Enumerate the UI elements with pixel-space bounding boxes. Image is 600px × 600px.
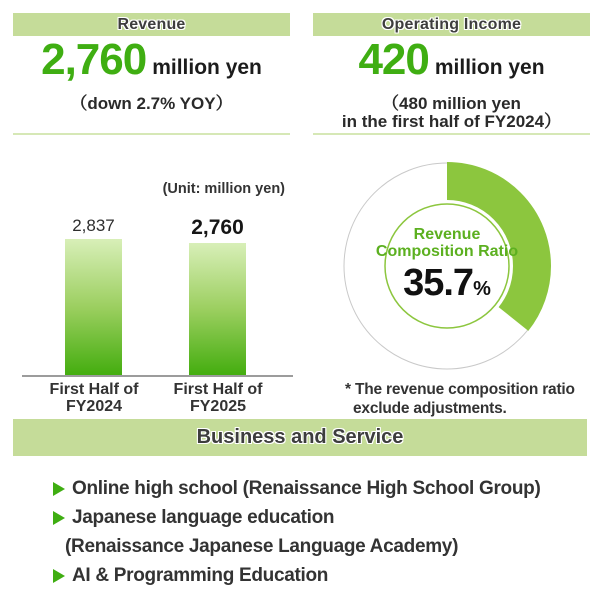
donut-label-line2: Composition Ratio [375, 242, 519, 260]
donut-percentage-value: 35.7 [403, 262, 474, 304]
donut-footnote-line2: exclude adjustments. [353, 400, 507, 417]
operating-income-note-line1: （480 million yen [382, 94, 521, 113]
business-item-label: Japanese language education [72, 506, 335, 528]
category-label-line: FY2024 [65, 398, 123, 415]
donut-footnote [345, 380, 575, 418]
business-header-bar: Business and Service [13, 419, 587, 456]
donut-footnote-line1: * The revenue composition ratio [345, 381, 575, 398]
category-label-line: First Half of [49, 381, 139, 398]
operating-income-value-row [313, 36, 590, 94]
category-label-line: First Half of [173, 381, 263, 398]
bar-group-fy2024 [65, 216, 122, 375]
triangle-bullet-icon [53, 511, 65, 525]
donut-percentage-row [403, 262, 491, 305]
category-label-fy2024 [29, 381, 159, 415]
business-item-label: Online high school (Renaissance High School Group) [72, 477, 541, 499]
business-item [53, 503, 541, 532]
bar-fy2024 [65, 239, 122, 375]
business-item-continuation [53, 532, 541, 561]
revenue-header-bar: Revenue [13, 13, 290, 36]
business-item-label: AI & Programming Education [72, 564, 329, 586]
business-item [53, 474, 541, 503]
revenue-value-row [13, 36, 290, 94]
bar-chart-baseline [22, 375, 293, 377]
donut-percent-sign: % [473, 278, 491, 300]
bar-value-fy2025: 2,760 [191, 215, 244, 239]
revenue-yoy-note: （down 2.7% YOY） [70, 94, 233, 113]
triangle-bullet-icon [53, 569, 65, 583]
operating-income-note [313, 95, 590, 131]
category-label-fy2025 [153, 381, 283, 415]
business-item [53, 561, 541, 590]
triangle-bullet-icon [53, 482, 65, 496]
revenue-unit: million yen [152, 56, 262, 79]
operating-income-header-bar: Operating Income [313, 13, 590, 36]
donut-label-line1: Revenue [413, 226, 481, 243]
category-label-line: FY2025 [189, 398, 247, 415]
business-item-label: (Renaissance Japanese Language Academy) [65, 535, 459, 557]
revenue-stat-box [13, 13, 290, 113]
operating-income-unit: million yen [434, 56, 545, 79]
right-divider-line [313, 133, 590, 135]
donut-center-label [357, 224, 537, 308]
business-service-list [53, 474, 541, 590]
left-divider-line [13, 133, 290, 135]
operating-income-stat-box [313, 13, 590, 131]
operating-income-note-line2: in the first half of FY2024） [341, 112, 562, 131]
revenue-value: 2,760 [41, 35, 147, 84]
bar-chart-unit-label: (Unit: million yen) [162, 181, 285, 197]
bar-group-fy2025 [189, 216, 246, 375]
operating-income-value: 420 [358, 35, 429, 84]
bar-value-fy2024: 2,837 [72, 216, 115, 235]
bar-fy2025 [189, 243, 246, 375]
